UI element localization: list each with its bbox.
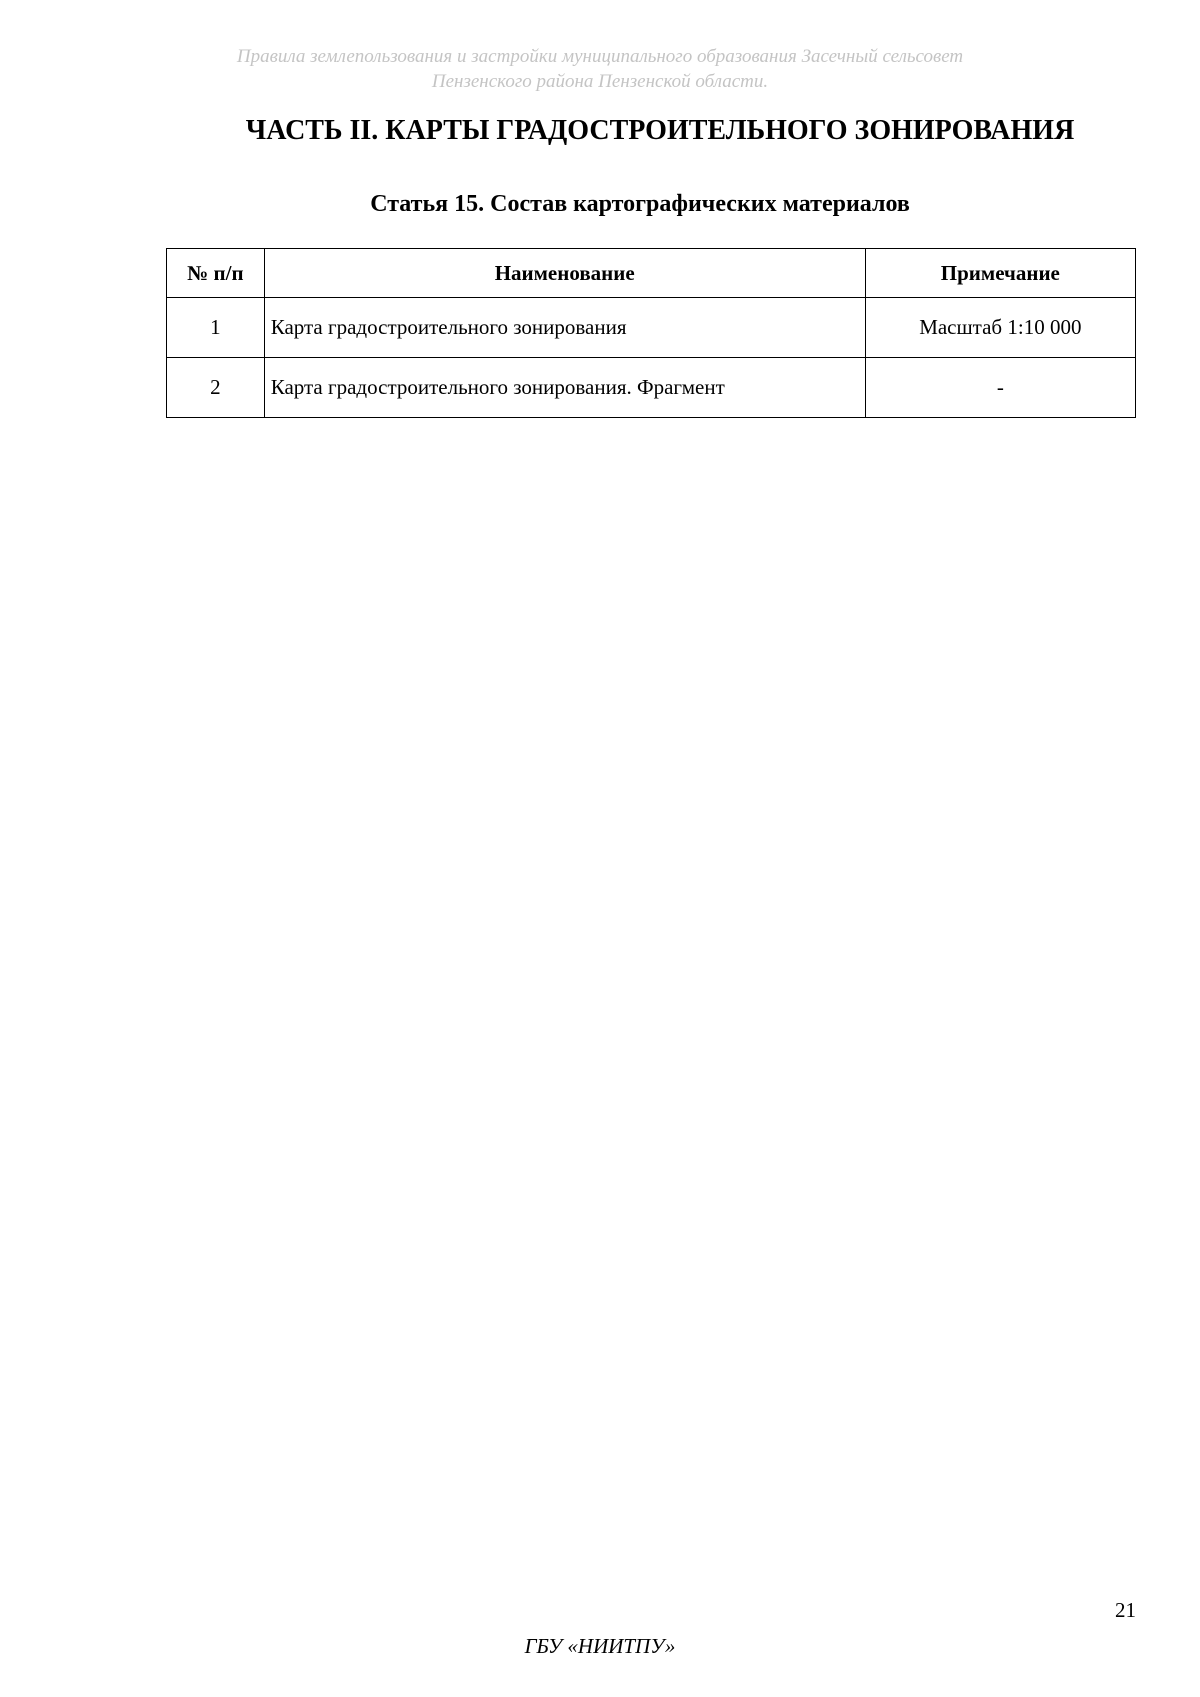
article-title: Статья 15. Состав картографических материалов: [370, 191, 910, 217]
row-name: Карта градостроительного зонирования: [264, 298, 865, 358]
footer-organization: ГБУ «НИИТПУ»: [524, 1634, 676, 1658]
materials-table: [166, 248, 1136, 418]
column-header-number: № п/п: [167, 249, 265, 298]
running-header-line-1: Правила землепользования и застройки муниципального образования Засечный сельсовет: [236, 46, 964, 67]
column-header-note: Примечание: [865, 249, 1135, 298]
row-name: Карта градостроительного зонирования. Фрагмент: [264, 358, 865, 418]
row-number: 2: [167, 358, 265, 418]
running-header: [200, 44, 1000, 94]
row-note: Масштаб 1:10 000: [865, 298, 1135, 358]
part-title: ЧАСТЬ II. КАРТЫ ГРАДОСТРОИТЕЛЬНОГО ЗОНИРОВАНИЯ: [245, 115, 1075, 146]
table-row: [167, 358, 1136, 418]
row-note: -: [865, 358, 1135, 418]
row-number: 1: [167, 298, 265, 358]
column-header-name: Наименование: [264, 249, 865, 298]
table-row: [167, 298, 1136, 358]
table-header-row: [167, 249, 1136, 298]
running-header-line-2: Пензенского района Пензенской области.: [431, 71, 769, 92]
page-number: 21: [1115, 1598, 1136, 1622]
